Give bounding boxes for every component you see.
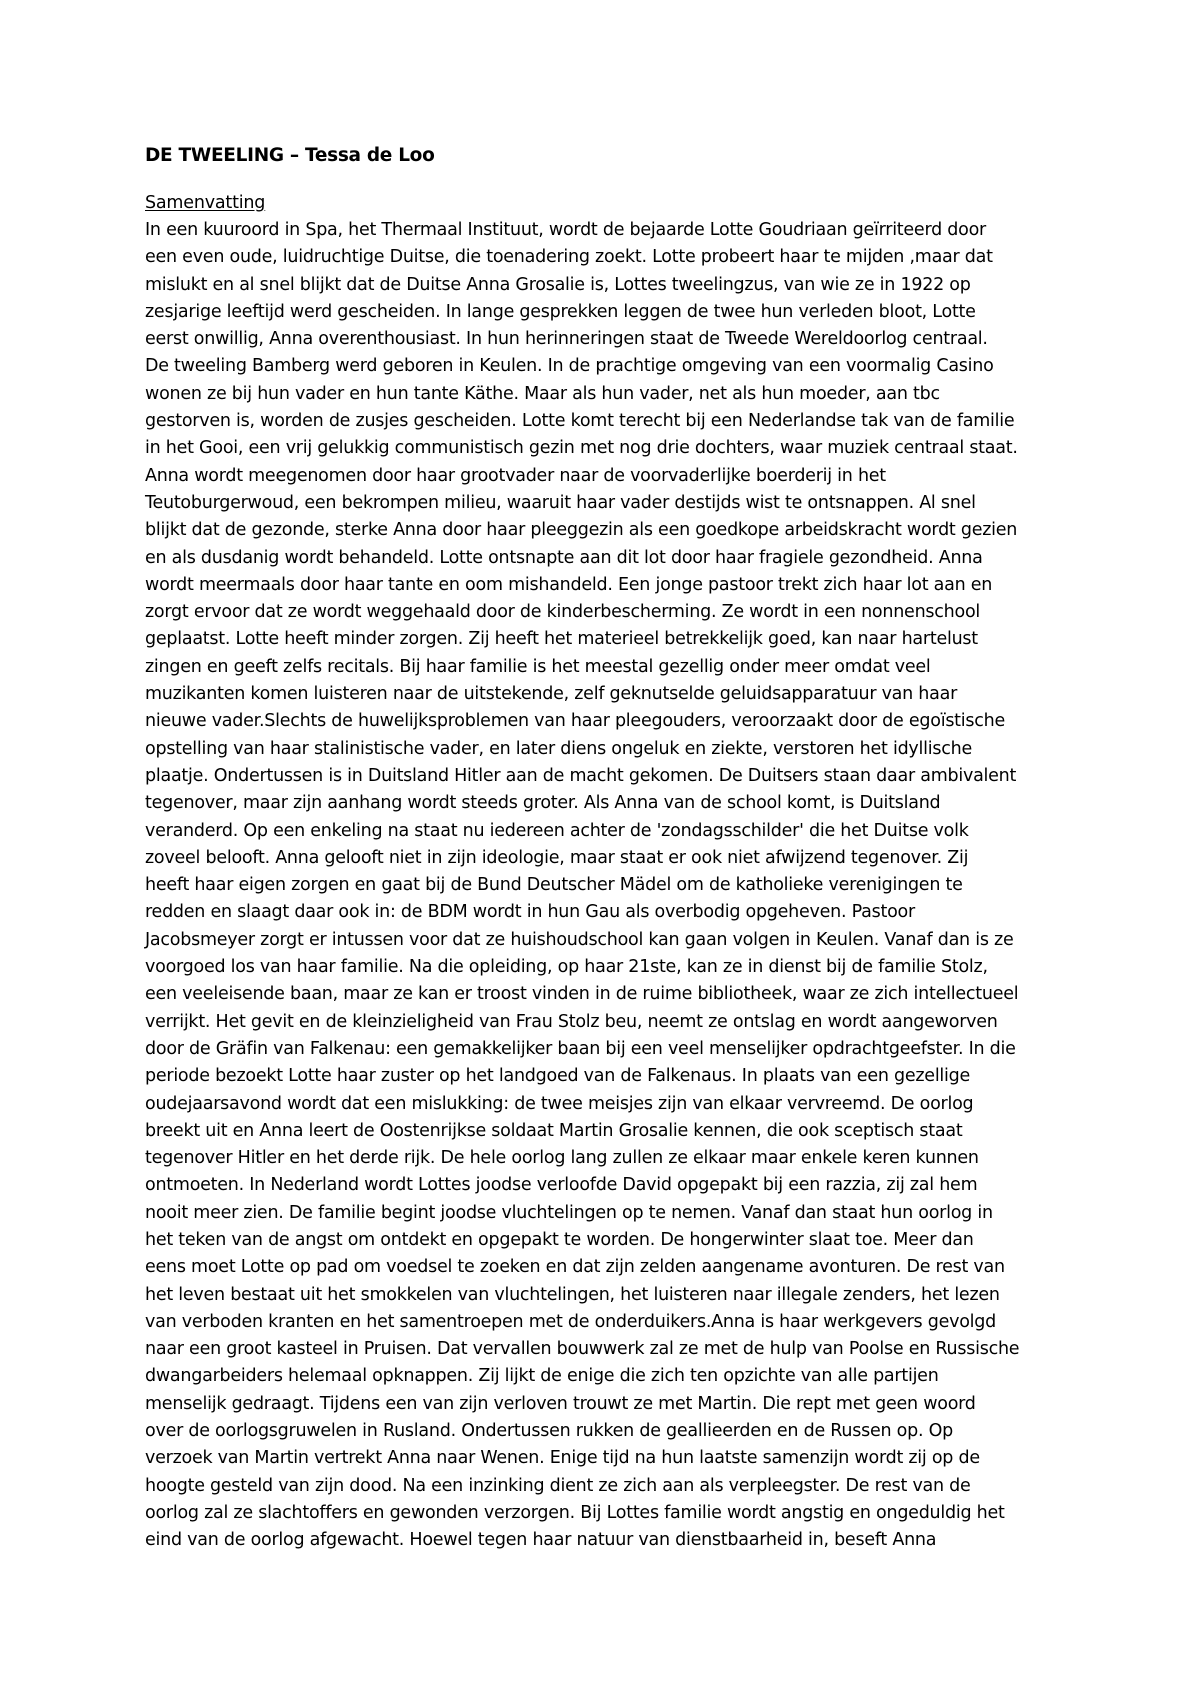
text-line: eerst onwillig, Anna overenthousiast. In hun herinneringen staat de Tweede Wereldoorlog centraal. bbox=[145, 329, 988, 350]
text-line: opstelling van haar stalinistische vader, en later diens ongeluk en ziekte, verstoren het idyllische bbox=[145, 738, 972, 759]
text-line: verrijkt. Het gevit en de kleinzieligheid van Frau Stolz beu, neemt ze ontslag en wordt aangeworven bbox=[145, 1011, 998, 1032]
text-line: wordt meermaals door haar tante en oom mishandeld. Een jonge pastoor trekt zich haar lot aan en bbox=[145, 574, 993, 595]
text-line: door de Gräfin van Falkenau: een gemakkelijker baan bij een veel menselijker opdrachtgeefster. In die bbox=[145, 1038, 1016, 1059]
text-line: het teken van de angst om ontdekt en opgepakt te worden. De hongerwinter slaat toe. Meer dan bbox=[145, 1229, 974, 1250]
text-line: tegenover Hitler en het derde rijk. De hele oorlog lang zullen ze elkaar maar enkele keren kunnen bbox=[145, 1148, 979, 1169]
text-line: het leven bestaat uit het smokkelen van vluchtelingen, het luisteren naar illegale zenders, het lezen bbox=[145, 1284, 1000, 1305]
text-line: in het Gooi, een vrij gelukkig communistisch gezin met nog drie dochters, waar muziek centraal staat. bbox=[145, 438, 1018, 459]
text-line: menselijk gedraagt. Tijdens een van zijn verloven trouwt ze met Martin. Die rept met geen woord bbox=[145, 1393, 976, 1414]
text-line: nooit meer zien. De familie begint joodse vluchtelingen op te nemen. Vanaf dan staat hun oorlog in bbox=[145, 1202, 993, 1223]
text-line: mislukt en al snel blijkt dat de Duitse Anna Grosalie is, Lottes tweelingzus, van wie ze in 1922 op bbox=[145, 274, 971, 295]
text-line: een veeleisende baan, maar ze kan er troost vinden in de ruime bibliotheek, waar ze zich intellectueel bbox=[145, 984, 1019, 1005]
text-line: zingen en geeft zelfs recitals. Bij haar familie is het meestal gezellig onder meer omdat veel bbox=[145, 656, 931, 677]
text-line: redden en slaagt daar ook in: de BDM wordt in hun Gau als overbodig opgeheven. Pastoor bbox=[145, 902, 915, 923]
text-line: zesjarige leeftijd werd gescheiden. In lange gesprekken leggen de twee hun verleden bloot, Lotte bbox=[145, 301, 976, 322]
text-line: en als dusdanig wordt behandeld. Lotte ontsnapte aan dit lot door haar fragiele gezondheid. Anna bbox=[145, 547, 983, 568]
text-line: hoogte gesteld van zijn dood. Na een inzinking dient ze zich aan als verpleegster. De rest van de bbox=[145, 1475, 971, 1496]
text-line: In een kuuroord in Spa, het Thermaal Instituut, wordt de bejaarde Lotte Goudriaan geïrriteerd door bbox=[145, 220, 986, 240]
text-line: Jacobsmeyer zorgt er intussen voor dat ze huishoudschool kan gaan volgen in Keulen. Vanaf dan is ze bbox=[145, 929, 1014, 950]
text-line: eind van de oorlog afgewacht. Hoewel tegen haar natuur van dienstbaarheid in, beseft Anna bbox=[145, 1530, 937, 1551]
text-line: wonen ze bij hun vader en hun tante Käthe. Maar als hun vader, net als hun moeder, aan tbc bbox=[145, 383, 940, 404]
text-line: De tweeling Bamberg werd geboren in Keulen. In de prachtige omgeving van een voormalig Casino bbox=[145, 356, 994, 377]
text-line: verzoek van Martin vertrekt Anna naar Wenen. Enige tijd na hun laatste samenzijn wordt zij op de bbox=[145, 1448, 980, 1469]
text-line: breekt uit en Anna leert de Oostenrijkse soldaat Martin Grosalie kennen, die ook sceptisch staat bbox=[145, 1120, 963, 1141]
text-line: periode bezoekt Lotte haar zuster op het landgoed van de Falkenaus. In plaats van een gezellige bbox=[145, 1066, 971, 1087]
text-line: plaatje. Ondertussen is in Duitsland Hitler aan de macht gekomen. De Duitsers staan daar ambivalent bbox=[145, 765, 1017, 786]
text-line: Teutoburgerwoud, een bekrompen milieu, waaruit haar vader destijds wist te ontsnappen. Al snel bbox=[145, 492, 976, 513]
document-title: DE TWEELING – Tessa de Loo bbox=[145, 145, 435, 166]
summary-body bbox=[145, 217, 1085, 1555]
text-line: veranderd. Op een enkeling na staat nu iedereen achter de 'zondagsschilder' die het Duitse volk bbox=[145, 820, 969, 841]
text-line: eens moet Lotte op pad om voedsel te zoeken en dat zijn zelden aangename avonturen. De rest van bbox=[145, 1257, 1005, 1278]
text-line: tegenover, maar zijn aanhang wordt steeds groter. Als Anna van de school komt, is Duitsland bbox=[145, 793, 941, 814]
text-line: oudejaarsavond wordt dat een mislukking: de twee meisjes zijn van elkaar vervreemd. De oorlog bbox=[145, 1093, 974, 1114]
text-line: muzikanten komen luisteren naar de uitstekende, zelf geknutselde geluidsapparatuur van haar bbox=[145, 684, 958, 705]
document-page bbox=[145, 143, 1085, 1555]
section-heading-summary: Samenvatting bbox=[145, 193, 266, 213]
text-line: naar een groot kasteel in Pruisen. Dat vervallen bouwwerk zal ze met de hulp van Poolse en Russische bbox=[145, 1339, 1020, 1360]
text-line: voorgoed los van haar familie. Na die opleiding, op haar 21ste, kan ze in dienst bij de familie Stolz, bbox=[145, 957, 988, 978]
text-line: oorlog zal ze slachtoffers en gewonden verzorgen. Bij Lottes familie wordt angstig en ongeduldig het bbox=[145, 1502, 1005, 1523]
text-line: dwangarbeiders helemaal opknappen. Zij lijkt de enige die zich ten opzichte van alle partijen bbox=[145, 1366, 939, 1387]
text-line: zoveel belooft. Anna gelooft niet in zijn ideologie, maar staat er ook niet afwijzend tegenover. Zij bbox=[145, 847, 969, 868]
text-line: over de oorlogsgruwelen in Rusland. Ondertussen rukken de geallieerden en de Russen op. Op bbox=[145, 1421, 953, 1442]
text-line: Anna wordt meegenomen door haar grootvader naar de voorvaderlijke boerderij in het bbox=[145, 465, 886, 486]
text-line: een even oude, luidruchtige Duitse, die toenadering zoekt. Lotte probeert haar te mijden ,maar dat bbox=[145, 247, 993, 268]
text-line: zorgt ervoor dat ze wordt weggehaald door de kinderbescherming. Ze wordt in een nonnenschool bbox=[145, 602, 981, 623]
text-line: heeft haar eigen zorgen en gaat bij de Bund Deutscher Mädel om de katholieke verenigingen te bbox=[145, 875, 963, 896]
text-line: gestorven is, worden de zusjes gescheiden. Lotte komt terecht bij een Nederlandse tak van de familie bbox=[145, 411, 1015, 432]
text-line: blijkt dat de gezonde, sterke Anna door haar pleeggezin als een goedkope arbeidskracht wordt gezien bbox=[145, 520, 1018, 541]
text-line: van verboden kranten en het samentroepen met de onderduikers.Anna is haar werkgevers gevolgd bbox=[145, 1311, 996, 1332]
text-line: geplaatst. Lotte heeft minder zorgen. Zij heeft het materieel betrekkelijk goed, kan naar hartelust bbox=[145, 629, 978, 650]
text-line: ontmoeten. In Nederland wordt Lottes joodse verloofde David opgepakt bij een razzia, zij zal hem bbox=[145, 1175, 978, 1196]
text-line: nieuwe vader.Slechts de huwelijksproblemen van haar pleegouders, veroorzaakt door de egoïstische bbox=[145, 711, 1006, 732]
